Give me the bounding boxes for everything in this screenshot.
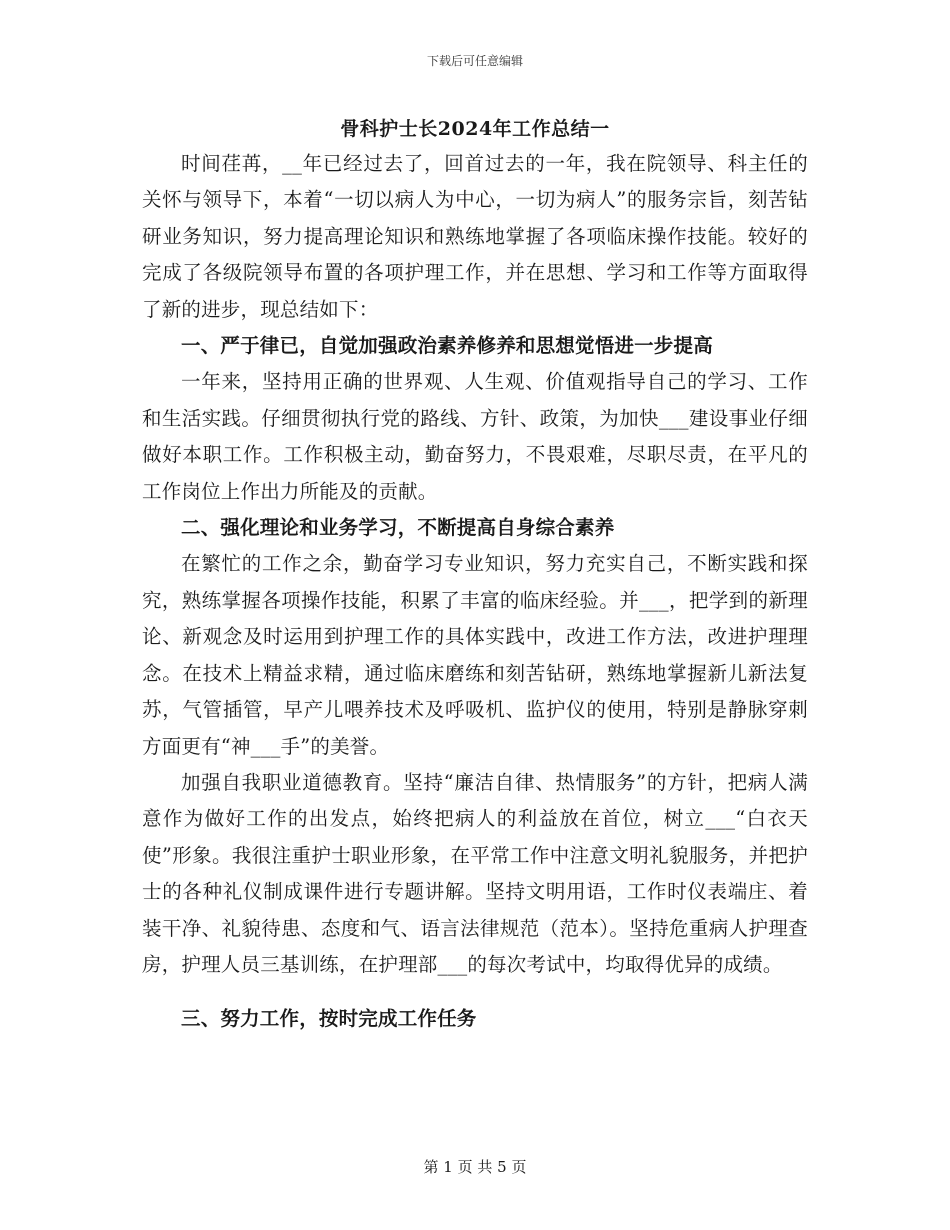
intro-paragraph: 时间荏苒，__年已经过去了，回首过去的一年，我在院领导、科主任的关怀与领导下，本着“一切以病人为中心，一切为病人”的服务宗旨，刻苦钻研业务知识，努力提高理论知识和熟练地掌握了各项临床操作技能。较好的完成了各级院领导布置的各项护理工作，并在思想、学习和工作等方面取得了新的进步，现总结如下： [142,152,808,321]
page-number-footer: 第 1 页 共 5 页 [423,1158,527,1176]
document-title: 骨科护士长2024年工作总结一 [340,118,610,140]
header-note: 下载后可任意编辑 [426,54,523,68]
section-heading-2: 二、强化理论和业务学习，不断提高自身综合素养 [181,516,615,540]
section-heading-1: 一、严于律已，自觉加强政治素养修养和思想觉悟进一步提高 [181,334,713,358]
section-2-paragraph-1: 在繁忙的工作之余，勤奋学习专业知识，努力充实自己，不断实践和探究，熟练掌握各项操作技能，积累了丰富的临床经验。并___，把学到的新理论、新观念及时运用到护理工作的具体实践中，改进工作方法，改进护理理念。在技术上精益求精，通过临床磨练和刻苦钻研，熟练地掌握新儿新法复苏，气管插管，早产儿喂养技术及呼吸机、监护仪的使用，特别是静脉穿刺方面更有“神___手”的美誉。 [142,552,808,758]
document-body [142,146,808,1038]
section-1-paragraph: 一年来，坚持用正确的世界观、人生观、价值观指导自己的学习、工作和生活实践。仔细贯彻执行党的路线、方针、政策，为加快___建设事业仔细做好本职工作。工作积极主动，勤奋努力，不畏艰难，尽职尽责，在平凡的工作岗位上作出力所能及的贡献。 [142,370,808,503]
section-heading-3: 三、努力工作，按时完成工作任务 [181,1007,477,1031]
section-2-paragraph-2: 加强自我职业道德教育。坚持“廉洁自律、热情服务”的方针，把病人满意作为做好工作的出发点，始终把病人的利益放在首位，树立___“白衣天使”形象。我很注重护士职业形象，在平常工作中注意文明礼貌服务，并把护士的各种礼仪制成课件进行专题讲解。坚持文明用语，工作时仪表端庄、着装干净、礼貌待患、态度和气、语言法律规范（范本）。坚持危重病人护理查房，护理人员三基训练，在护理部___的每次考试中，均取得优异的成绩。 [142,770,808,976]
